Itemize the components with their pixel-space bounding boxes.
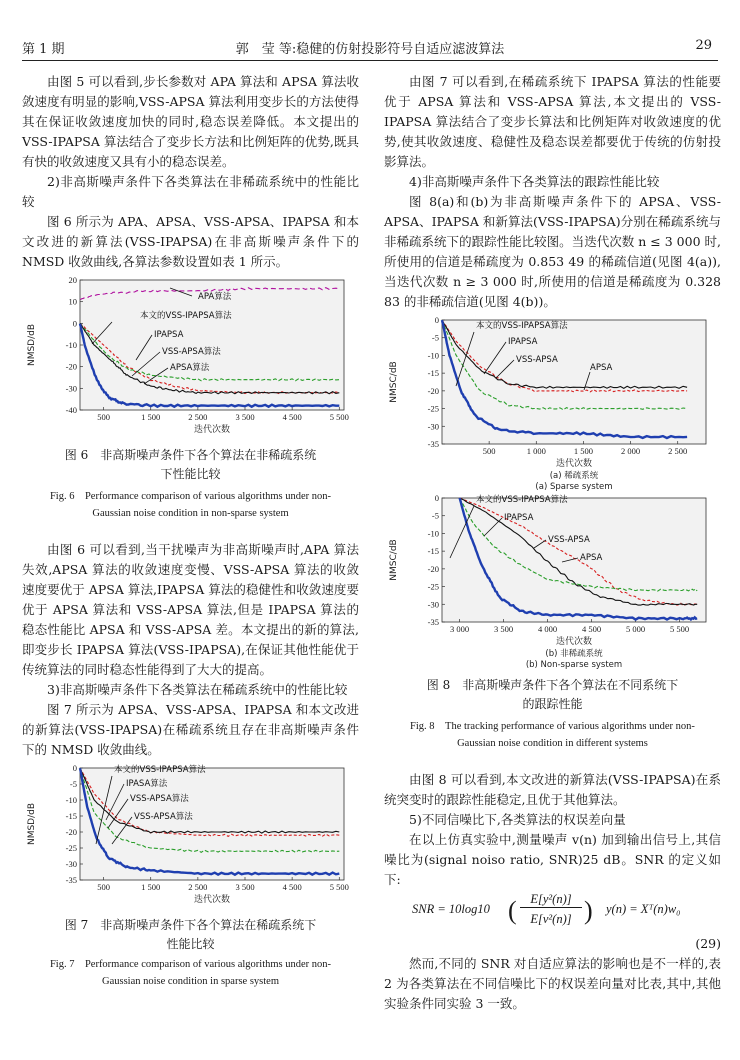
- y-axis-label: NMSC/dB: [389, 539, 399, 581]
- subfigure-caption-en: (b) Non-sparse system: [525, 660, 623, 670]
- paragraph: 图 6 所示为 APA、APSA、VSS-APSA、IPAPSA 和本文改进的新算法(VSS-IPAPSA)在非高斯噪声条件下的 NMSD 收敛曲线,各算法参数设置如表 1 所示。: [22, 214, 359, 269]
- x-tick-label: 4 500: [282, 412, 302, 422]
- y-tick-label: -25: [427, 581, 439, 592]
- y-tick-label: -20: [65, 827, 77, 837]
- formula-left-paren: (: [508, 896, 517, 925]
- left-column: [22, 72, 359, 990]
- annotation-label: 本文的VSS-IPAPSA算法: [140, 311, 232, 321]
- figure-7: [22, 762, 359, 990]
- running-title: 郭 莹 等:稳健的仿射投影符号自适应滤波算法: [235, 42, 505, 57]
- x-axis-label: 迭代次数: [193, 895, 231, 905]
- section-heading: 2)非高斯噪声条件下各类算法在非稀疏系统中的性能比较: [22, 174, 359, 209]
- section-heading: 5)不同信噪比下,各类算法的权误差向量: [409, 812, 626, 827]
- annotation-label: APSA: [590, 363, 613, 373]
- subfigure-caption-cn: (b) 非稀疏系统: [545, 649, 603, 659]
- figure-7-caption-cn: 图 7 非高斯噪声条件下各个算法在稀疏系统下性能比较: [64, 918, 317, 951]
- y-tick-label: 0: [72, 318, 77, 329]
- annotation-label: VSS-APSA: [548, 535, 590, 545]
- figure-6-chart: [22, 274, 359, 442]
- plot-area: [442, 320, 706, 444]
- x-tick-label: 5 500: [670, 624, 690, 634]
- y-tick-label: -10: [65, 340, 77, 350]
- section-heading: 3)非高斯噪声条件下各类算法在稀疏系统中的性能比较: [47, 682, 348, 697]
- right-column: [384, 72, 721, 1014]
- x-tick-label: 3 500: [494, 624, 514, 634]
- y-tick-label: 0: [434, 493, 439, 503]
- y-tick-label: -15: [427, 546, 439, 557]
- annotation-label: 本文的VSS-IPAPSA算法: [476, 321, 568, 331]
- figure-6: [22, 274, 359, 522]
- y-tick-label: -20: [427, 385, 439, 396]
- y-tick-label: -20: [65, 361, 77, 372]
- figure-8a-chart: [384, 314, 721, 492]
- paragraph: 由图 6 可以看到,当干扰噪声为非高斯噪声时,APA 算法失效,APSA 算法的收敛速度变慢、VSS-APSA 算法的收敛速度要优于 APSA 算法,IPAPSA 算法的稳健性和收敛速度要优于 APSA 算法和 VSS-APSA 算法,但是 IPAPSA 算法的稳态性能比 APSA 和 VSS-APSA 差。本文提出的新的算法,即变步长 IPAPSA 算法(VSS-IPAPSA),在保证其他性能优于传统算法的同时稳态性能得到了大大的提高。: [22, 542, 359, 677]
- annotation-label: VSS-APSA算法: [162, 347, 221, 357]
- x-axis-label: 迭代次数: [555, 459, 593, 469]
- figure-8-caption-cn: 图 8 非高斯噪声条件下各个算法在不同系统下的跟踪性能: [426, 678, 679, 711]
- y-tick-label: -10: [427, 528, 439, 539]
- equation-number: (29): [695, 936, 721, 951]
- x-axis-label: 迭代次数: [193, 425, 231, 435]
- figure-8b-chart: [384, 492, 721, 670]
- annotation-label: APA算法: [198, 292, 232, 302]
- y-tick-label: 10: [68, 296, 77, 307]
- annotation-label: IPAPSA: [154, 330, 184, 340]
- paragraph: 由图 7 可以看到,在稀疏系统下 IPAPSA 算法的性能要优于 APSA 算法和 VSS-APSA 算法,本文提出的 VSS-IPAPSA 算法结合了变步长算法和比例矩阵对收敛速度的优势,使其收敛速度、稳健性及稳态误差都要优于传统的仿射投影算法。: [384, 74, 721, 169]
- page-number: 29: [695, 38, 712, 53]
- paragraph: 图 7 所示为 APSA、VSS-APSA、IPAPSA 和本文改进的新算法(VSS-IPAPSA)在稀疏系统且存在非高斯噪声条件下的 NMSD 收敛曲线。: [22, 702, 359, 757]
- y-axis-label: NMSD/dB: [27, 323, 37, 367]
- snr-formula: [384, 890, 721, 934]
- figure-8-caption-en: Fig. 8 The tracking performance of various algorithms under non-Gaussian noise condition in different systems: [410, 721, 695, 749]
- y-tick-label: -15: [65, 811, 77, 821]
- y-axis-label: NMSD/dB: [27, 802, 37, 846]
- y-tick-label: -30: [427, 421, 439, 432]
- y-tick-label: -30: [65, 383, 77, 394]
- paragraph: 图 8(a)和(b)为非高斯噪声条件下的 APSA、VSS-APSA、IPAPSA 和新算法(VSS-IPAPSA)分别在稀疏系统与非稀疏系统下的跟踪性能比较图。当迭代次数 n ≤ 3 000 时,所使用的信道是稀疏度为 0.853 49 的稀疏信道(见图 4(a)),当迭代次数 n ≥ 3 000 时,所使用的信道是稀疏度为 0.328 83 的非稀疏信道(见图 4(b))。: [384, 194, 721, 309]
- figure-8: [384, 314, 721, 752]
- annotation-label: APSA: [580, 553, 603, 563]
- formula-numerator: E[y²(n)]: [520, 892, 582, 908]
- annotation-label: IPAPSA: [504, 513, 534, 523]
- y-tick-label: -20: [427, 563, 439, 574]
- y-tick-label: -35: [427, 439, 439, 449]
- formula-lhs: SNR = 10log10: [412, 902, 490, 916]
- x-tick-label: 1 500: [141, 412, 161, 422]
- formula-rhs: y(n) = Xᵀ(n)w₀: [606, 902, 681, 916]
- annotation-label: 本文的VSS-IPAPSA算法: [476, 495, 568, 505]
- y-tick-label: -30: [65, 859, 77, 869]
- y-tick-label: -25: [427, 403, 439, 414]
- issue-label: 第 1 期: [22, 42, 65, 57]
- y-tick-label: 0: [434, 315, 439, 325]
- formula-right-paren: ): [584, 896, 593, 925]
- subfigure-caption-en: (a) Sparse system: [535, 482, 613, 492]
- y-tick-label: 0: [72, 763, 77, 773]
- x-tick-label: 3 000: [450, 624, 470, 634]
- y-tick-label: 20: [68, 275, 77, 285]
- x-tick-label: 1 500: [573, 446, 593, 456]
- x-tick-label: 3 500: [235, 412, 255, 422]
- y-tick-label: -5: [431, 332, 439, 343]
- y-tick-label: -5: [69, 779, 77, 789]
- section-heading: 4)非高斯噪声条件下各类算法的跟踪性能比较: [409, 174, 660, 189]
- annotation-label: VSS-APSA算法: [130, 794, 189, 804]
- x-tick-label: 5 000: [626, 624, 646, 634]
- annotation-label: VSS-APSA算法: [134, 812, 193, 822]
- annotation-label: 本文的VSS-IPAPSA算法: [114, 765, 206, 775]
- figure-6-caption-en: Fig. 6 Performance comparison of various algorithms under non-Gaussian noise condition in non-sparse system: [49, 491, 332, 519]
- running-header: [22, 38, 718, 61]
- x-tick-label: 2 500: [188, 882, 208, 892]
- x-tick-label: 4 500: [282, 882, 302, 892]
- figure-7-chart: [22, 762, 359, 912]
- x-tick-label: 1 500: [141, 882, 161, 892]
- paragraph: 然而,不同的 SNR 对自适应算法的影响也是不一样的,表 2 为各类算法在不同信噪比下的权误差向量对比表,其中,其他实验条件同实验 3 一致。: [384, 956, 721, 1011]
- y-tick-label: -35: [427, 617, 439, 627]
- x-tick-label: 5 500: [329, 412, 349, 422]
- x-tick-label: 5 500: [329, 882, 349, 892]
- x-tick-label: 4 500: [582, 624, 602, 634]
- y-tick-label: -5: [431, 510, 439, 521]
- figure-7-caption-en: Fig. 7 Performance comparison of various algorithms under non-Gaussian noise condition in sparse system: [49, 959, 332, 987]
- x-tick-label: 4 000: [538, 624, 558, 634]
- y-tick-label: -15: [427, 368, 439, 379]
- y-tick-label: -25: [65, 843, 77, 853]
- x-tick-label: 500: [482, 446, 496, 456]
- x-axis-label: 迭代次数: [555, 637, 593, 647]
- annotation-label: IPASA算法: [126, 779, 168, 789]
- x-tick-label: 500: [97, 882, 110, 892]
- paragraph: 由图 5 可以看到,步长参数对 APA 算法和 APSA 算法收敛速度有明显的影响,VSS-APSA 算法利用变步长的方法使得其在保证收敛速度加快的同时,稳态误差降低。本文提出的 VSS-IPAPSA 算法结合了变步长方法和比例矩阵的优势,既具有快的收敛速度又具有小的稳态误差。: [22, 74, 359, 169]
- y-tick-label: -10: [65, 795, 77, 805]
- annotation-label: IPAPSA: [508, 337, 538, 347]
- annotation-label: VSS-APSA: [516, 355, 558, 365]
- x-tick-label: 500: [97, 412, 110, 422]
- x-tick-label: 2 000: [621, 446, 641, 456]
- paragraph: 在以上仿真实验中,测量噪声 v(n) 加到输出信号上,其信噪比为(signal noiso ratio, SNR)25 dB。SNR 的定义如下:: [384, 832, 721, 887]
- subfigure-caption-cn: (a) 稀疏系统: [549, 471, 599, 481]
- y-tick-label: -30: [427, 599, 439, 610]
- x-tick-label: 1 000: [526, 446, 546, 456]
- y-axis-label: NMSC/dB: [389, 361, 399, 403]
- formula-denominator: E[v²(n)]: [530, 912, 572, 926]
- y-tick-label: -40: [65, 405, 77, 415]
- x-tick-label: 2 500: [188, 412, 208, 422]
- y-tick-label: -35: [65, 875, 77, 885]
- figure-6-caption-cn: 图 6 非高斯噪声条件下各个算法在非稀疏系统下性能比较: [64, 448, 317, 481]
- x-tick-label: 2 500: [668, 446, 688, 456]
- x-tick-label: 3 500: [235, 882, 255, 892]
- annotation-label: APSA算法: [170, 363, 210, 373]
- paragraph: 由图 8 可以看到,本文改进的新算法(VSS-IPAPSA)在系统突变时的跟踪性能稳定,且优于其他算法。: [384, 772, 721, 807]
- y-tick-label: -10: [427, 350, 439, 361]
